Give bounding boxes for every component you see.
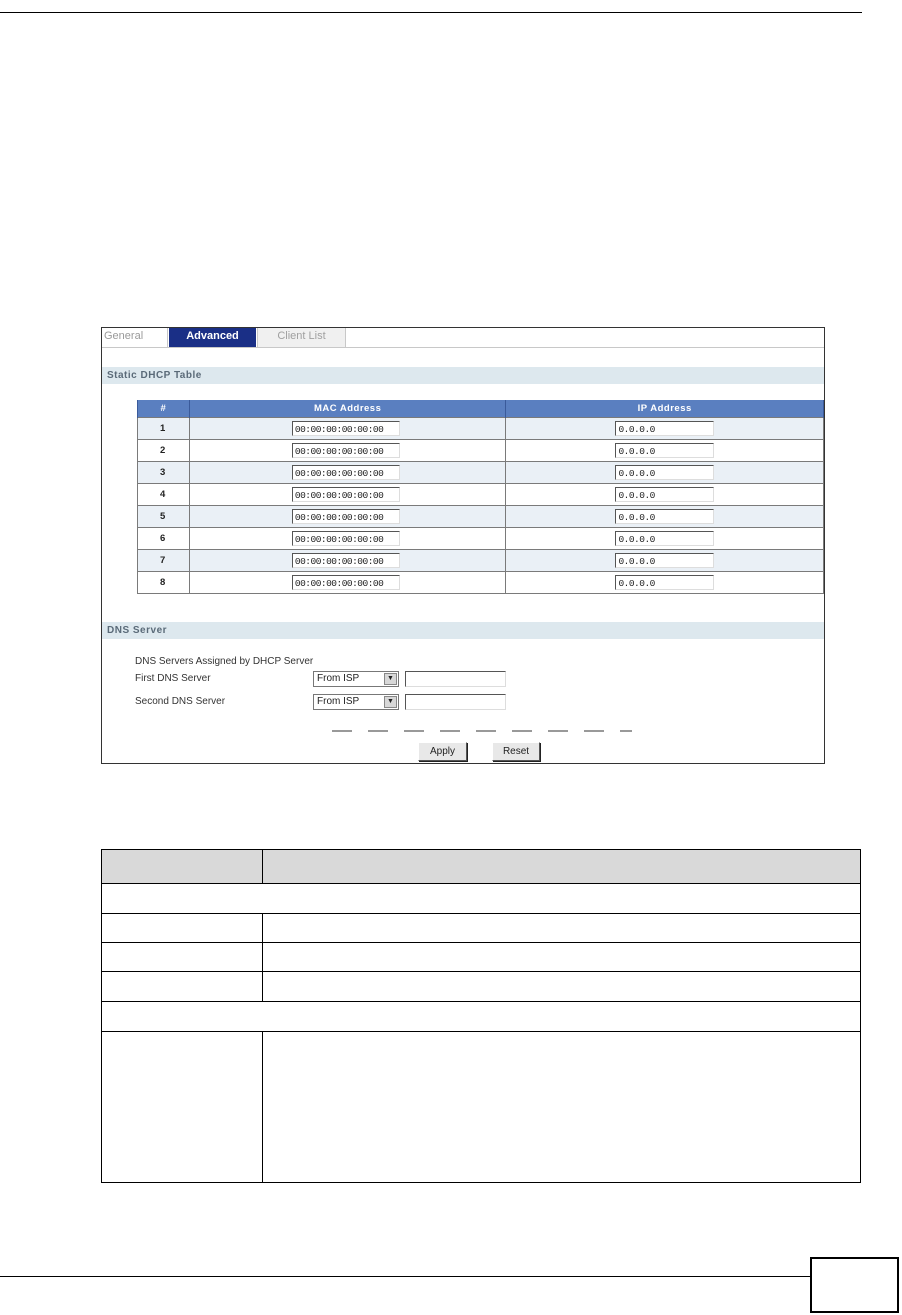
ip-address-input[interactable]: 0.0.0.0 (615, 443, 714, 458)
row-number: 8 (138, 572, 190, 594)
apply-button[interactable]: Apply (418, 742, 467, 761)
first-dns-select-value: From ISP (317, 673, 360, 684)
top-rule (0, 12, 862, 13)
table-row (138, 550, 824, 572)
column-divider (262, 1031, 263, 1182)
row-divider (102, 1031, 860, 1032)
ip-address-input[interactable]: 0.0.0.0 (615, 421, 714, 436)
ip-address-input[interactable]: 0.0.0.0 (615, 553, 714, 568)
column-header-number: # (138, 400, 190, 418)
ip-address-input[interactable]: 0.0.0.0 (615, 465, 714, 480)
tab-general[interactable]: General (102, 328, 168, 347)
row-divider (102, 971, 860, 972)
chevron-down-icon[interactable]: ▼ (384, 673, 397, 685)
column-header-mac: MAC Address (189, 400, 506, 418)
table-row (138, 528, 824, 550)
ip-address-input[interactable]: 0.0.0.0 (615, 487, 714, 502)
row-number: 2 (138, 440, 190, 462)
mac-address-input[interactable]: 00:00:00:00:00:00 (292, 531, 400, 546)
table-row (138, 572, 824, 594)
tab-advanced[interactable]: Advanced (169, 328, 256, 347)
row-number: 7 (138, 550, 190, 572)
description-table-header (102, 850, 860, 884)
mac-address-input[interactable]: 00:00:00:00:00:00 (292, 553, 400, 568)
first-dns-select[interactable] (313, 671, 399, 687)
tab-bar (102, 328, 824, 348)
first-dns-label: First DNS Server (135, 673, 211, 684)
row-divider (102, 942, 860, 943)
row-number: 4 (138, 484, 190, 506)
row-divider (102, 1001, 860, 1002)
row-number: 3 (138, 462, 190, 484)
ip-address-input[interactable]: 0.0.0.0 (615, 509, 714, 524)
row-number: 6 (138, 528, 190, 550)
table-row (138, 440, 824, 462)
column-divider (262, 850, 263, 883)
second-dns-input[interactable] (405, 694, 506, 710)
mac-address-input[interactable]: 00:00:00:00:00:00 (292, 421, 400, 436)
table-row (138, 484, 824, 506)
table-row (138, 418, 824, 440)
lan-dhcp-advanced-screen (101, 327, 825, 764)
dns-assigned-note: DNS Servers Assigned by DHCP Server (135, 656, 314, 667)
column-divider (262, 913, 263, 1001)
dns-server-section-title: DNS Server (102, 622, 824, 639)
table-row (138, 462, 824, 484)
field-description-table (101, 849, 861, 1183)
mac-address-input[interactable]: 00:00:00:00:00:00 (292, 575, 400, 590)
tab-client-list[interactable]: Client List (257, 328, 346, 347)
mac-address-input[interactable]: 00:00:00:00:00:00 (292, 465, 400, 480)
mac-address-input[interactable]: 00:00:00:00:00:00 (292, 487, 400, 502)
row-divider (102, 913, 860, 914)
row-number: 5 (138, 506, 190, 528)
page-number-box (810, 1257, 899, 1313)
ip-address-input[interactable]: 0.0.0.0 (615, 575, 714, 590)
chevron-down-icon[interactable]: ▼ (384, 696, 397, 708)
static-dhcp-section-title: Static DHCP Table (102, 367, 824, 384)
dotted-divider (332, 730, 632, 732)
table-header-row (138, 400, 824, 418)
second-dns-label: Second DNS Server (135, 696, 226, 707)
footer-rule (0, 1276, 810, 1277)
column-header-ip: IP Address (506, 400, 824, 418)
second-dns-select[interactable] (313, 694, 399, 710)
table-row (138, 506, 824, 528)
static-dhcp-table (137, 400, 824, 594)
mac-address-input[interactable]: 00:00:00:00:00:00 (292, 443, 400, 458)
row-number: 1 (138, 418, 190, 440)
second-dns-select-value: From ISP (317, 696, 360, 707)
first-dns-input[interactable] (405, 671, 506, 687)
reset-button[interactable]: Reset (492, 742, 540, 761)
mac-address-input[interactable]: 00:00:00:00:00:00 (292, 509, 400, 524)
ip-address-input[interactable]: 0.0.0.0 (615, 531, 714, 546)
